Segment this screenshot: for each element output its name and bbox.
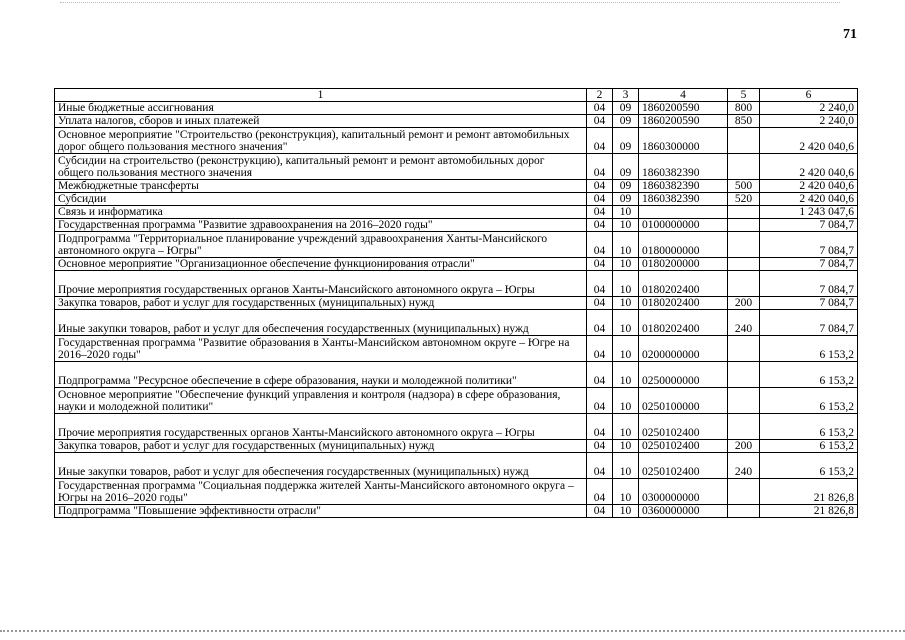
table-row bbox=[55, 336, 858, 362]
row-expense-type-cell: 520 bbox=[728, 193, 760, 206]
row-name-cell: Межбюджетные трансферты bbox=[55, 180, 587, 193]
row-amount-cell: 21 826,8 bbox=[760, 479, 858, 505]
row-subsection-cell: 10 bbox=[613, 440, 639, 453]
row-amount-cell: 2 420 040,6 bbox=[760, 180, 858, 193]
row-subsection-cell: 10 bbox=[613, 453, 639, 479]
row-name-cell: Связь и информатика bbox=[55, 206, 587, 219]
row-amount-cell: 6 153,2 bbox=[760, 440, 858, 453]
row-target-code-cell: 1860200590 bbox=[639, 102, 728, 115]
table-row bbox=[55, 232, 858, 258]
row-subsection-cell: 10 bbox=[613, 297, 639, 310]
row-name-cell: Основное мероприятие "Строительство (реконструкция), капитальный ремонт и ремонт автомобильных дорог общего пользования местного значения" bbox=[55, 128, 587, 154]
row-target-code-cell: 0100000000 bbox=[639, 219, 728, 232]
row-section-cell: 04 bbox=[587, 115, 613, 128]
row-name-cell: Субсидии bbox=[55, 193, 587, 206]
row-expense-type-cell bbox=[728, 479, 760, 505]
table-row bbox=[55, 180, 858, 193]
row-expense-type-cell: 500 bbox=[728, 180, 760, 193]
row-name-cell: Подпрограмма "Территориальное планирование учреждений здравоохранения Ханты-Мансийского автономного округа – Югры" bbox=[55, 232, 587, 258]
row-section-cell: 04 bbox=[587, 336, 613, 362]
row-expense-type-cell bbox=[728, 219, 760, 232]
row-subsection-cell: 10 bbox=[613, 232, 639, 258]
row-target-code-cell: 1860382390 bbox=[639, 193, 728, 206]
row-amount-cell: 2 420 040,6 bbox=[760, 193, 858, 206]
table-row bbox=[55, 479, 858, 505]
row-name-cell: Основное мероприятие "Организационное обеспечение функционирования отрасли" bbox=[55, 258, 587, 271]
row-section-cell: 04 bbox=[587, 453, 613, 479]
row-target-code-cell: 1860382390 bbox=[639, 154, 728, 180]
row-subsection-cell: 10 bbox=[613, 219, 639, 232]
row-subsection-cell: 10 bbox=[613, 206, 639, 219]
row-target-code-cell: 0250100000 bbox=[639, 388, 728, 414]
row-subsection-cell: 10 bbox=[613, 258, 639, 271]
table-row bbox=[55, 453, 858, 479]
row-section-cell: 04 bbox=[587, 180, 613, 193]
row-amount-cell: 21 826,8 bbox=[760, 505, 858, 518]
table-row bbox=[55, 414, 858, 440]
row-target-code-cell: 0250102400 bbox=[639, 453, 728, 479]
row-target-code-cell: 0300000000 bbox=[639, 479, 728, 505]
row-subsection-cell: 09 bbox=[613, 180, 639, 193]
row-target-code-cell: 0250000000 bbox=[639, 362, 728, 388]
row-amount-cell: 7 084,7 bbox=[760, 271, 858, 297]
row-amount-cell: 2 420 040,6 bbox=[760, 154, 858, 180]
row-subsection-cell: 10 bbox=[613, 310, 639, 336]
row-subsection-cell: 09 bbox=[613, 128, 639, 154]
row-amount-cell: 6 153,2 bbox=[760, 453, 858, 479]
row-expense-type-cell: 240 bbox=[728, 310, 760, 336]
row-expense-type-cell: 200 bbox=[728, 297, 760, 310]
scan-artifact-bottom bbox=[0, 630, 905, 632]
row-amount-cell: 7 084,7 bbox=[760, 310, 858, 336]
table-row bbox=[55, 193, 858, 206]
row-subsection-cell: 10 bbox=[613, 336, 639, 362]
row-name-cell: Подпрограмма "Повышение эффективности отрасли" bbox=[55, 505, 587, 518]
row-amount-cell: 6 153,2 bbox=[760, 388, 858, 414]
row-name-cell: Прочие мероприятия государственных органов Ханты-Мансийского автономного округа – Югры bbox=[55, 414, 587, 440]
budget-table bbox=[54, 88, 858, 518]
row-target-code-cell: 0180202400 bbox=[639, 297, 728, 310]
table-row bbox=[55, 128, 858, 154]
row-target-code-cell: 1860382390 bbox=[639, 180, 728, 193]
row-section-cell: 04 bbox=[587, 154, 613, 180]
row-subsection-cell: 10 bbox=[613, 271, 639, 297]
row-section-cell: 04 bbox=[587, 388, 613, 414]
row-expense-type-cell: 200 bbox=[728, 440, 760, 453]
row-target-code-cell: 1860300000 bbox=[639, 128, 728, 154]
row-target-code-cell: 0250102400 bbox=[639, 414, 728, 440]
row-target-code-cell: 0180000000 bbox=[639, 232, 728, 258]
page-number: 71 bbox=[843, 27, 857, 42]
row-amount-cell: 2 420 040,6 bbox=[760, 128, 858, 154]
header-cell-5: 5 bbox=[728, 89, 760, 102]
row-amount-cell: 6 153,2 bbox=[760, 362, 858, 388]
row-name-cell: Основное мероприятие "Обеспечение функций управления и контроля (надзора) в сфере образования, науки и молодежной политики" bbox=[55, 388, 587, 414]
row-target-code-cell: 1860200590 bbox=[639, 115, 728, 128]
row-expense-type-cell bbox=[728, 128, 760, 154]
row-name-cell: Государственная программа "Социальная поддержка жителей Ханты-Мансийского автономного округа – Югры на 2016–2020 годы" bbox=[55, 479, 587, 505]
table-row bbox=[55, 505, 858, 518]
row-subsection-cell: 09 bbox=[613, 102, 639, 115]
row-amount-cell: 7 084,7 bbox=[760, 258, 858, 271]
row-expense-type-cell bbox=[728, 388, 760, 414]
row-section-cell: 04 bbox=[587, 440, 613, 453]
row-target-code-cell: 0360000000 bbox=[639, 505, 728, 518]
row-section-cell: 04 bbox=[587, 128, 613, 154]
row-amount-cell: 6 153,2 bbox=[760, 414, 858, 440]
row-subsection-cell: 09 bbox=[613, 154, 639, 180]
table-row bbox=[55, 102, 858, 115]
row-target-code-cell: 0180202400 bbox=[639, 310, 728, 336]
header-cell-1: 1 bbox=[55, 89, 587, 102]
row-subsection-cell: 09 bbox=[613, 115, 639, 128]
table-row bbox=[55, 219, 858, 232]
row-section-cell: 04 bbox=[587, 271, 613, 297]
row-section-cell: 04 bbox=[587, 362, 613, 388]
row-expense-type-cell bbox=[728, 232, 760, 258]
table-row bbox=[55, 258, 858, 271]
table-row bbox=[55, 154, 858, 180]
row-target-code-cell: 0180200000 bbox=[639, 258, 728, 271]
row-section-cell: 04 bbox=[587, 206, 613, 219]
row-expense-type-cell bbox=[728, 362, 760, 388]
row-name-cell: Государственная программа "Развитие здравоохранения на 2016–2020 годы" bbox=[55, 219, 587, 232]
row-amount-cell: 6 153,2 bbox=[760, 336, 858, 362]
row-expense-type-cell bbox=[728, 154, 760, 180]
row-name-cell: Подпрограмма "Ресурсное обеспечение в сфере образования, науки и молодежной политики" bbox=[55, 362, 587, 388]
row-name-cell: Иные бюджетные ассигнования bbox=[55, 102, 587, 115]
table-row bbox=[55, 271, 858, 297]
row-expense-type-cell bbox=[728, 414, 760, 440]
table-row bbox=[55, 115, 858, 128]
row-section-cell: 04 bbox=[587, 505, 613, 518]
row-expense-type-cell bbox=[728, 336, 760, 362]
row-amount-cell: 1 243 047,6 bbox=[760, 206, 858, 219]
row-section-cell: 04 bbox=[587, 297, 613, 310]
row-amount-cell: 7 084,7 bbox=[760, 219, 858, 232]
row-subsection-cell: 10 bbox=[613, 414, 639, 440]
row-subsection-cell: 10 bbox=[613, 479, 639, 505]
row-amount-cell: 2 240,0 bbox=[760, 115, 858, 128]
row-amount-cell: 7 084,7 bbox=[760, 297, 858, 310]
row-name-cell: Субсидии на строительство (реконструкцию), капитальный ремонт и ремонт автомобильных дорог общего пользования местного значения bbox=[55, 154, 587, 180]
table-row bbox=[55, 440, 858, 453]
row-name-cell: Уплата налогов, сборов и иных платежей bbox=[55, 115, 587, 128]
table-row bbox=[55, 362, 858, 388]
scan-artifact-top bbox=[60, 2, 840, 3]
table-row bbox=[55, 297, 858, 310]
header-cell-3: 3 bbox=[613, 89, 639, 102]
row-section-cell: 04 bbox=[587, 258, 613, 271]
row-amount-cell: 2 240,0 bbox=[760, 102, 858, 115]
row-name-cell: Прочие мероприятия государственных органов Ханты-Мансийского автономного округа – Югры bbox=[55, 271, 587, 297]
row-section-cell: 04 bbox=[587, 310, 613, 336]
row-expense-type-cell: 800 bbox=[728, 102, 760, 115]
header-cell-4: 4 bbox=[639, 89, 728, 102]
row-expense-type-cell: 240 bbox=[728, 453, 760, 479]
row-section-cell: 04 bbox=[587, 479, 613, 505]
row-expense-type-cell bbox=[728, 258, 760, 271]
row-subsection-cell: 10 bbox=[613, 505, 639, 518]
header-cell-6: 6 bbox=[760, 89, 858, 102]
row-expense-type-cell: 850 bbox=[728, 115, 760, 128]
row-section-cell: 04 bbox=[587, 414, 613, 440]
row-amount-cell: 7 084,7 bbox=[760, 232, 858, 258]
table-row bbox=[55, 388, 858, 414]
row-name-cell: Иные закупки товаров, работ и услуг для обеспечения государственных (муниципальных) нужд bbox=[55, 453, 587, 479]
budget-table-body bbox=[55, 89, 858, 518]
row-name-cell: Иные закупки товаров, работ и услуг для обеспечения государственных (муниципальных) нужд bbox=[55, 310, 587, 336]
row-subsection-cell: 10 bbox=[613, 362, 639, 388]
row-section-cell: 04 bbox=[587, 193, 613, 206]
row-target-code-cell: 0250102400 bbox=[639, 440, 728, 453]
header-cell-2: 2 bbox=[587, 89, 613, 102]
row-expense-type-cell bbox=[728, 206, 760, 219]
row-expense-type-cell bbox=[728, 505, 760, 518]
table-row bbox=[55, 206, 858, 219]
row-section-cell: 04 bbox=[587, 232, 613, 258]
row-section-cell: 04 bbox=[587, 219, 613, 232]
row-subsection-cell: 10 bbox=[613, 388, 639, 414]
row-name-cell: Государственная программа "Развитие образования в Ханты-Мансийском автономном округе – Югре на 2016–2020 годы" bbox=[55, 336, 587, 362]
table-row bbox=[55, 310, 858, 336]
row-target-code-cell: 0180202400 bbox=[639, 271, 728, 297]
row-target-code-cell: 0200000000 bbox=[639, 336, 728, 362]
row-subsection-cell: 09 bbox=[613, 193, 639, 206]
table-header-row bbox=[55, 89, 858, 102]
row-name-cell: Закупка товаров, работ и услуг для государственных (муниципальных) нужд bbox=[55, 440, 587, 453]
row-section-cell: 04 bbox=[587, 102, 613, 115]
row-name-cell: Закупка товаров, работ и услуг для государственных (муниципальных) нужд bbox=[55, 297, 587, 310]
row-target-code-cell bbox=[639, 206, 728, 219]
row-expense-type-cell bbox=[728, 271, 760, 297]
